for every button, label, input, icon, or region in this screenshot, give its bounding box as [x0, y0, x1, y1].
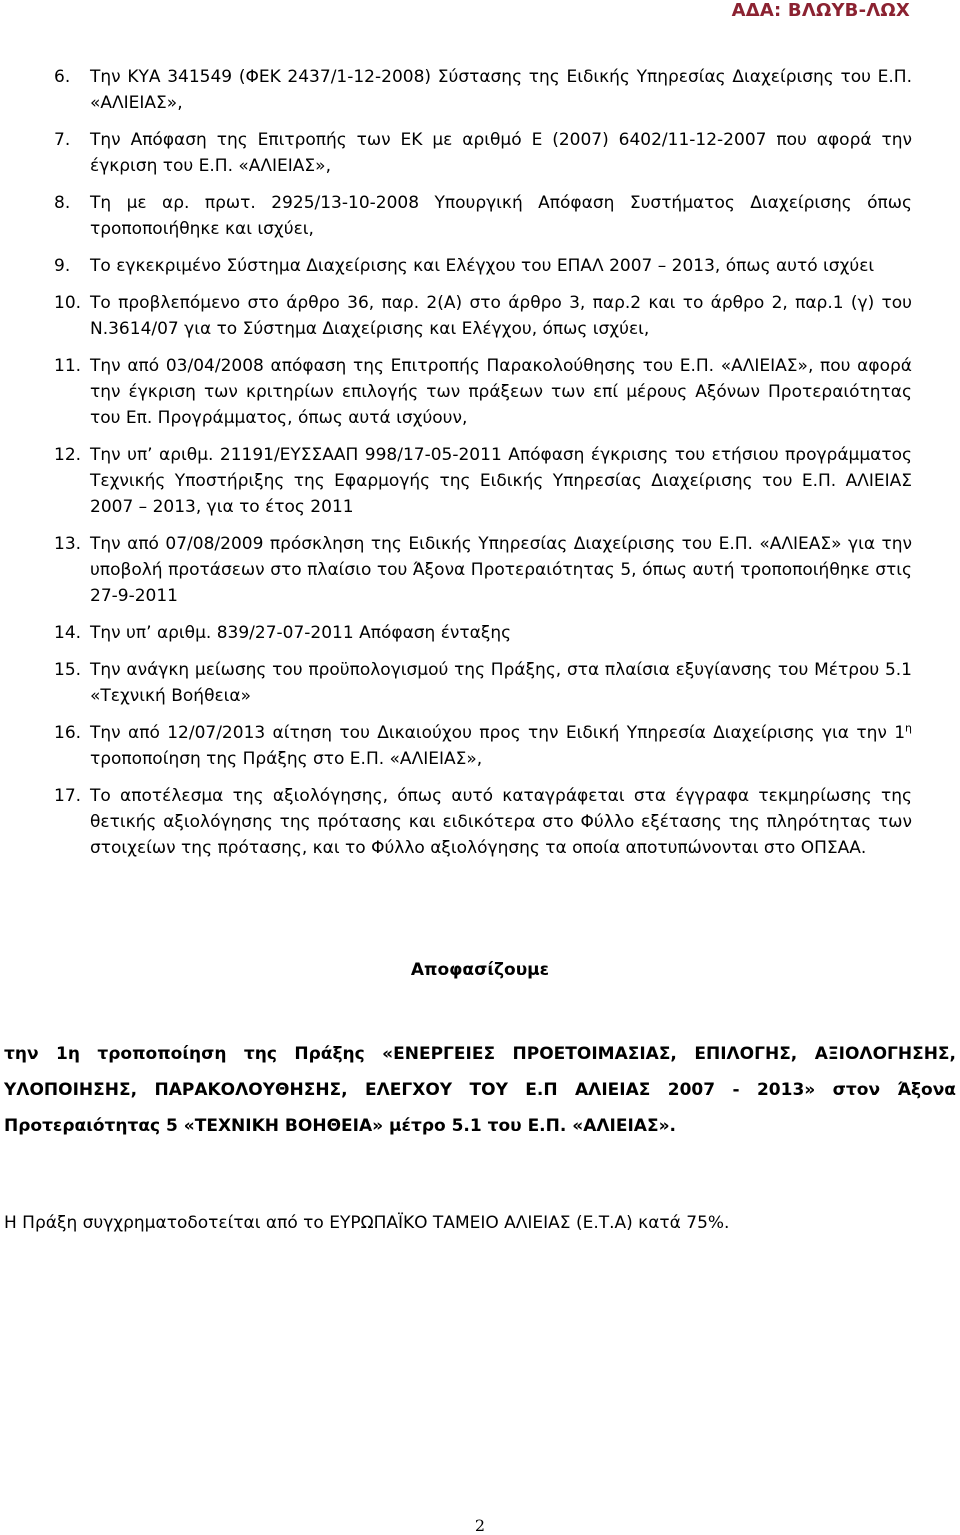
item-text: Το προβλεπόμενο στο άρθρο 36, παρ. 2(Α) στο άρθρο 3, παρ.2 και το άρθρο 2, παρ.1 (γ) του Ν.3614/07 για το Σύστημα Διαχείρισης και Ελέγχου, όπως ισχύει, — [90, 293, 912, 339]
page-number: 2 — [474, 1516, 486, 1535]
item-text: Την Απόφαση της Επιτροπής των ΕΚ με αριθμό Ε (2007) 6402/11-12-2007 που αφορά την έγκριση του Ε.Π. «ΑΛΙΕΙΑΣ», — [90, 130, 912, 176]
list-item — [54, 290, 912, 342]
item-text: Την υπ’ αριθμ. 839/27-07-2011 Απόφαση ένταξης — [90, 623, 512, 643]
item-number: 17. — [54, 786, 82, 806]
item-number: 10. — [54, 293, 82, 313]
list-item — [54, 64, 912, 116]
item-text — [90, 720, 912, 772]
item-text-after: τροποποίηση της Πράξης στο Ε.Π. «ΑΛΙΕΙΑΣ», — [90, 749, 483, 769]
item-number: 13. — [54, 534, 82, 554]
item-number: 11. — [54, 356, 82, 376]
item-number: 6. — [54, 67, 71, 87]
item-text: Το αποτέλεσμα της αξιολόγησης, όπως αυτό καταγράφεται στα έγγραφα τεκμηρίωσης της θετικής αξιολόγησης της πρότασης και ειδικότερα στο Φύλλο εξέτασης της πληρότητας των στοιχείων της πρότασης, και το Φύλλο αξιολόγησης τα οποία αποτυπώνονται στο ΟΠΣΑΑ. — [90, 786, 912, 858]
item-text: Το εγκεκριμένο Σύστημα Διαχείρισης και Ελέγχου του ΕΠΑΛ 2007 – 2013, όπως αυτό ισχύει — [90, 256, 875, 276]
item-number: 8. — [54, 193, 71, 213]
list-item — [54, 442, 912, 520]
item-text: Τη με αρ. πρωτ. 2925/13-10-2008 Υπουργική Απόφαση Συστήματος Διαχείρισης όπως τροποποιήθηκε και ισχύει, — [90, 193, 912, 239]
list-item — [54, 783, 912, 861]
item-text: Την από 07/08/2009 πρόσκληση της Ειδικής Υπηρεσίας Διαχείρισης του Ε.Π. «ΑΛΙΕΑΣ» για την υποβολή προτάσεων στο πλαίσιο του Άξονα Προτεραιότητας 5, όπως αυτή τροποποιήθηκε στις 27-9-2011 — [90, 534, 912, 606]
item-text: Την από 03/04/2008 απόφαση της Επιτροπής Παρακολούθησης του Ε.Π. «ΑΛΙΕΙΑΣ», που αφορά την έγκριση των κριτηρίων επιλογής των πράξεων των επί μέρους Αξόνων Προτεραιότητας του Επ. Προγράμματος, όπως αυτά ισχύουν, — [90, 356, 912, 428]
item-text-before: Την από 12/07/2013 αίτηση του Δικαιούχου προς την Ειδική Υπηρεσία Διαχείρισης για την 1 — [90, 723, 906, 743]
item-number: 14. — [54, 623, 82, 643]
list-item — [54, 720, 912, 772]
decision-heading: Αποφασίζουμε — [410, 960, 550, 980]
item-number: 9. — [54, 256, 71, 276]
ada-code: ΑΔΑ: ΒΛΩΥΒ-ΛΩΧ — [731, 0, 910, 21]
ordinal-superscript: η — [905, 721, 912, 735]
item-text: Την ΚΥΑ 341549 (ΦΕΚ 2437/1-12-2008) Σύστασης της Ειδικής Υπηρεσίας Διαχείρισης του Ε.Π. «ΑΛΙΕΙΑΣ», — [90, 67, 912, 113]
list-item — [54, 353, 912, 431]
list-item — [54, 657, 912, 709]
item-number: 16. — [54, 723, 82, 743]
list-item — [54, 620, 912, 646]
decision-text: την 1η τροποποίηση της Πράξης «ΕΝΕΡΓΕΙΕΣ ΠΡΟΕΤΟΙΜΑΣΙΑΣ, ΕΠΙΛΟΓΗΣ, ΑΞΙΟΛΟΓΗΣΗΣ, ΥΛΟΠΟΙΗΣΗΣ, ΠΑΡΑΚΟΛΟΥΘΗΣΗΣ, ΕΛΕΓΧΟΥ ΤΟΥ Ε.Π ΑΛΙΕΙΑΣ 2007 - 2013» στον Άξονα Προτεραιότητας 5 «ΤΕΧΝΙΚΗ ΒΟΗΘΕΙΑ» μέτρο 5.1 του Ε.Π. «ΑΛΙΕΙΑΣ». — [4, 1044, 956, 1136]
item-number: 15. — [54, 660, 82, 680]
item-text: Την ανάγκη μείωσης του προϋπολογισμού της Πράξης, στα πλαίσια εξυγίανσης του Μέτρου 5.1 «Τεχνική Βοήθεια» — [90, 660, 912, 706]
list-item — [54, 253, 912, 279]
item-text: Την υπ’ αριθμ. 21191/ΕΥΣΣΑΑΠ 998/17-05-2011 Απόφαση έγκρισης του ετήσιου προγράμματος Τεχνικής Υποστήριξης της Εφαρμογής της Ειδικής Υπηρεσίας Διαχείρισης του Ε.Π. ΑΛΙΕΙΑΣ 2007 – 2013, για το έτος 2011 — [90, 445, 912, 517]
considerations-list — [54, 64, 912, 872]
item-number: 12. — [54, 445, 82, 465]
list-item — [54, 190, 912, 242]
funding-statement: Η Πράξη συγχρηματοδοτείται από το ΕΥΡΩΠΑΪΚΟ ΤΑΜΕΙΟ ΑΛΙΕΙΑΣ (Ε.Τ.Α) κατά 75%. — [4, 1213, 730, 1233]
item-number: 7. — [54, 130, 71, 150]
list-item — [54, 127, 912, 179]
list-item — [54, 531, 912, 609]
